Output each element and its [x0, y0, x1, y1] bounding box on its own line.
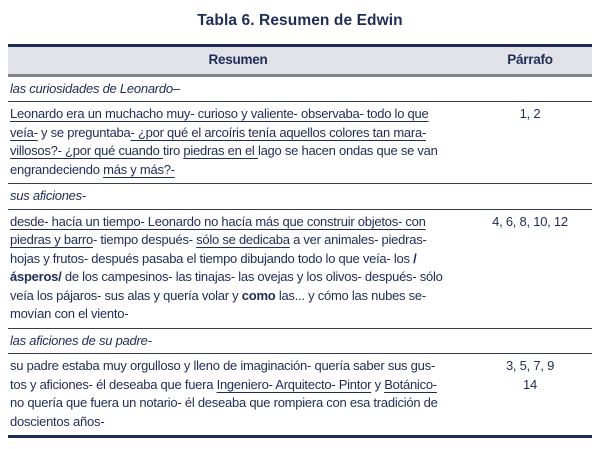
text-run: - tiempo después-	[92, 232, 197, 247]
text-run: y	[371, 376, 385, 392]
text-run: tiro	[162, 143, 184, 158]
text-run: veía-	[10, 124, 38, 140]
document-page	[0, 12, 600, 438]
paragraph-number: 3, 5, 7, 9	[505, 358, 555, 373]
text-run: villosos?- ¿por qué cuando	[10, 143, 163, 158]
table-body	[8, 75, 592, 437]
text-run: de los campesinos- las tinajas- las ovejas y los olivos- después- sólo	[61, 269, 443, 284]
text-run: más y más?-	[103, 161, 175, 177]
text-line	[10, 124, 468, 143]
resumen-cell	[8, 209, 468, 328]
text-line	[10, 305, 468, 324]
table-title: Tabla 6. Resumen de Edwin	[197, 12, 403, 29]
text-run: hojas y frutos- después pasaba el tiempo dibujando todo lo que veía- los	[10, 250, 414, 266]
text-run: piedras en el	[183, 143, 258, 158]
text-line	[10, 250, 468, 269]
section-row	[8, 328, 592, 354]
text-run: veía los pájaros- sus alas y quería volar y	[10, 287, 242, 303]
text-run: - ¿por qué el arcoíris tenía aquellos colores tan mara-	[130, 124, 427, 140]
parrafo-cell	[468, 102, 592, 184]
text-run: a ver animales- piedras-	[289, 232, 427, 247]
text-run: movían con el viento-	[10, 306, 129, 321]
text-run: doscientos años-	[10, 413, 105, 429]
text-run: con	[405, 213, 426, 229]
text-run: piedras y barro	[10, 232, 93, 247]
text-line	[10, 413, 468, 432]
text-line	[10, 394, 468, 413]
parrafo-cell	[468, 209, 592, 328]
text-run: Leonardo era un muchacho muy- curioso y valiente- observaba- todo lo que	[10, 106, 429, 121]
text-run: las... y cómo las nubes se-	[275, 287, 426, 303]
text-line	[10, 231, 468, 250]
paragraph-number: 1, 2	[519, 106, 541, 121]
paragraph-number: 4, 6, 8, 10, 12	[492, 213, 568, 229]
section-label: las aficiones de su padre-	[8, 328, 592, 354]
section-label: sus aficiones-	[8, 184, 592, 210]
text-line	[10, 161, 468, 180]
resumen-cell	[8, 354, 468, 437]
text-line	[10, 268, 468, 287]
text-run: /	[413, 250, 417, 266]
column-header-resumen: Resumen	[8, 46, 468, 76]
text-line	[10, 287, 468, 306]
text-line	[10, 376, 468, 395]
header-row	[8, 46, 592, 76]
text-run: desde- hacía un tiempo- Leonardo no hacía más que construir objetos-	[10, 213, 406, 229]
entry-row	[8, 102, 592, 184]
section-row	[8, 184, 592, 210]
column-header-parrafo: Párrafo	[468, 46, 592, 76]
text-run: ásperos/	[10, 269, 62, 284]
text-run: lago se hacen ondas que se van	[257, 143, 438, 158]
text-run: engrandeciendo	[10, 161, 104, 177]
resumen-cell	[8, 102, 468, 184]
text-line	[10, 142, 468, 161]
summary-table	[8, 44, 592, 438]
text-line	[10, 357, 468, 376]
text-run: su padre estaba muy orgulloso y lleno de imaginación- quería saber sus gus-	[10, 358, 435, 373]
text-run: y se preguntaba	[37, 124, 131, 140]
text-run: sólo se dedicaba	[196, 232, 290, 247]
text-run: tos y aficiones- él deseaba que fuera	[10, 376, 217, 392]
text-run: Botánico-	[384, 376, 437, 392]
section-label: las curiosidades de Leonardo–	[8, 75, 592, 102]
paragraph-number: 14	[523, 376, 537, 392]
text-line	[10, 213, 468, 232]
text-run: Ingeniero- Arquitecto- Pintor	[216, 376, 372, 392]
text-run: no quería que fuera un notario- él deseaba que rompiera con esa tradición de	[10, 395, 438, 410]
text-line	[10, 105, 468, 124]
text-run: como	[241, 287, 276, 303]
parrafo-cell	[468, 354, 592, 437]
entry-row	[8, 354, 592, 437]
section-row	[8, 75, 592, 102]
entry-row	[8, 209, 592, 328]
